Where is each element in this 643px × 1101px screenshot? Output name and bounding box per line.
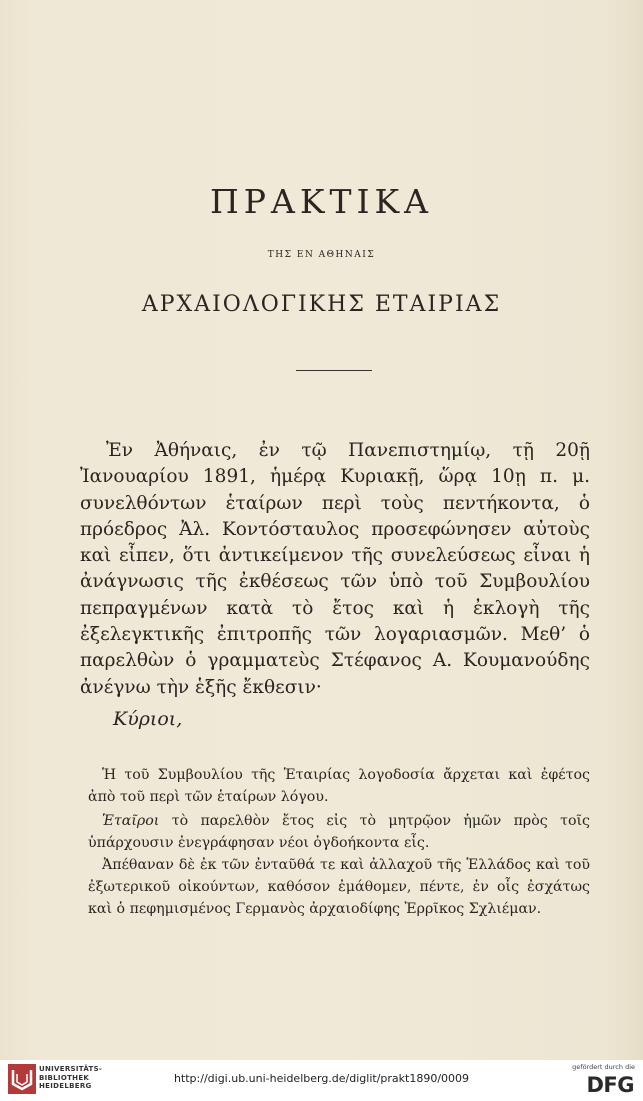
library-name-line1: UNIVERSITÄTS- <box>39 1065 103 1073</box>
funding-note: gefördert durch die <box>572 1063 635 1071</box>
source-url-link[interactable]: http://digi.ub.uni-heidelberg.de/diglit/prakt1890/0009 <box>173 1072 470 1085</box>
report-paragraph-1: Ἡ τοῦ Συμβουλίου τῆς Ἑταιρίας λογοδοσία ἄρχεται καὶ ἐφέτος ἀπὸ τοῦ περὶ τῶν ἑταίρων λόγου. <box>88 767 590 805</box>
title-divider <box>296 370 372 371</box>
greeting: Κύριοι, <box>113 708 183 730</box>
library-name-line2: BIBLIOTHEK <box>39 1073 90 1082</box>
members-emphasis: Ἑταῖροι <box>102 813 160 829</box>
dfg-logo[interactable]: DFG <box>586 1073 634 1097</box>
report-paragraph-2 <box>88 810 590 854</box>
library-name-line3: HEIDELBERG <box>39 1082 92 1090</box>
society-title: ΑΡΧΑΙΟΛΟΓΙΚΗΣ ΕΤΑΙΡΙΑΣ <box>141 292 502 317</box>
opening-paragraph: Ἐν Ἀθήναις, ἐν τῷ Πανεπιστημίῳ, τῇ 20ῇ Ἰανουαρίου 1891, ἡμέρᾳ Κυριακῇ, ὥρᾳ 10ῃ π. μ. συνελθόντων ἑταίρων περὶ τοὺς πεντήκοντα, ὁ πρόεδρος Ἀλ. Κοντόσταυλος προσεφώνησεν αὐτοὺς καὶ εἶπεν, ὅτι ἀντικείμενον τῆς συνελεύσεως εἶναι ἡ ἀνάγνωσις τῆς ἐκθέσεως τῶν ὑπὸ τοῦ Συμβουλίου πεπραγμένων κατὰ τὸ ἔτος καὶ ἡ ἐκλογὴ τῆς ἐξελεγκτικῆς ἐπιτροπῆς τῶν λογαριασμῶν. Μεθ’ ὁ παρελθὼν ὁ γραμματεὺς Στέφανος Α. Κουμανούδης ἀνέγνω τὴν ἑξῆς ἔκθεσιν· <box>80 440 590 698</box>
report-paragraph-2-text: τὸ παρελθὸν ἔτος εἰς τὸ μητρῷον ἡμῶν πρὸς τοῖς ὑπάρχουσιν ἐνεγράφησαν νέοι ὀγδοήκοντα εἷς. <box>88 813 590 851</box>
page-subtitle: ΤΗΣ ΕΝ ΑΘΗΝΑΙΣ <box>267 250 376 260</box>
report-paragraph-3: Ἀπέθαναν δὲ ἐκ τῶν ἐνταῦθά τε καὶ ἀλλαχοῦ τῆς Ἑλλάδος καὶ τοῦ ἐξωτερικοῦ οἰκούντων, καθόσον ἐμάθομεν, πέντε, ἐν οἷς ἐσχάτως καὶ ὁ πεφημισμένος Γερμανὸς ἀρχαιοδίφης Ἐρρῖκος Σχλιέμαν. <box>88 857 590 917</box>
footer-bar <box>0 1060 643 1101</box>
page-title: ΠΡΑΚΤΙΚΑ <box>210 182 433 221</box>
